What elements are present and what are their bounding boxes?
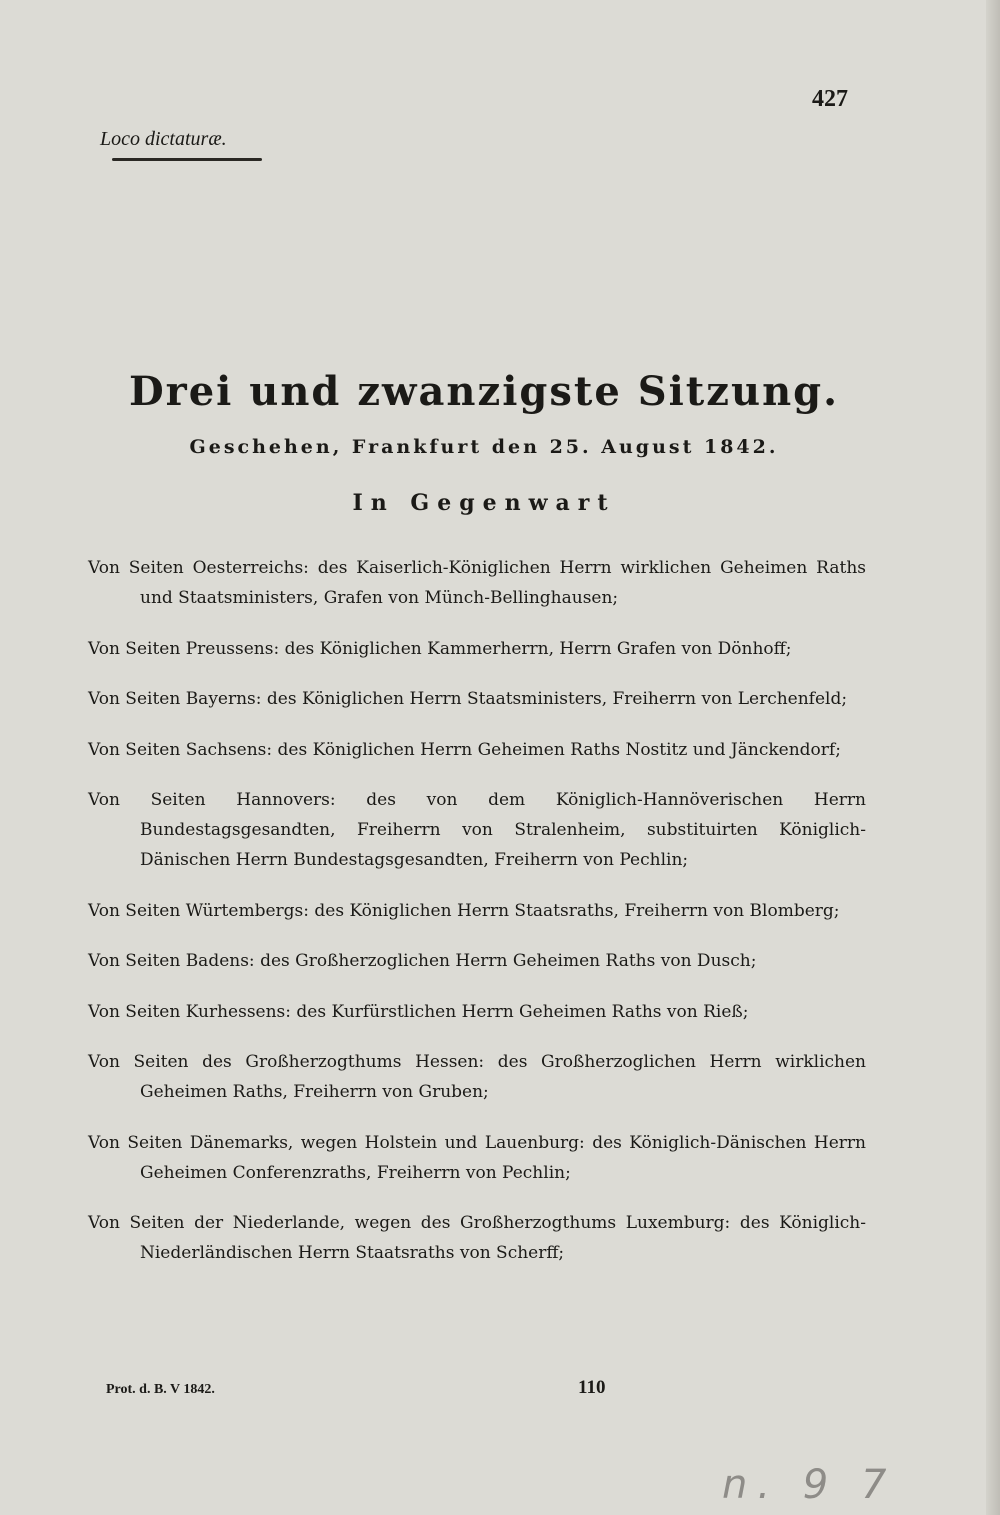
attendee-list [88, 553, 866, 1268]
footer-sheet-number: 110 [578, 1377, 606, 1398]
margin-note: Loco dictaturæ. [100, 128, 227, 150]
presence-heading: In Gegenwart [352, 490, 616, 516]
attendee-entry-hanover: Von Seiten Hannovers: des von dem Königlich-Hannöverischen Herrn Bundestagsgesandten, Freiherrn von Stralenheim, substituirten Königlich-Dänischen Herrn Bundestagsgesandten, Freiherrn von Pechlin; [88, 790, 866, 870]
attendee-entry-prussia: Von Seiten Preussens: des Königlichen Kammerherrn, Herrn Grafen von Dönhoff; [88, 638, 792, 659]
attendee-entry-austria: Von Seiten Oesterreichs: des Kaiserlich-Königlichen Herrn wirklichen Geheimen Raths und Staatsministers, Grafen von Münch-Bellinghausen; [88, 558, 866, 608]
attendee-entry-denmark: Von Seiten Dänemarks, wegen Holstein und Lauenburg: des Königlich-Dänischen Herrn Geheimen Conferenzraths, Freiherrn von Pechlin; [88, 1132, 866, 1183]
attendee-entry-netherlands: Von Seiten der Niederlande, wegen des Großherzogthums Luxemburg: des Königlich-Niederländischen Herrn Staatsraths von Scherff; [88, 1213, 866, 1263]
session-title: Drei und zwanzigste Sitzung. [128, 368, 840, 415]
footer-signature: Prot. d. B. V 1842. [106, 1382, 215, 1397]
attendee-entry-hesse: Von Seiten des Großherzogthums Hessen: des Großherzoglichen Herrn wirklichen Geheimen Raths, Freiherrn von Gruben; [88, 1052, 866, 1102]
attendee-entry-baden: Von Seiten Badens: des Großherzoglichen Herrn Geheimen Raths von Dusch; [88, 951, 757, 971]
margin-note-underline [112, 158, 262, 161]
attendee-entry-wuerttemberg: Von Seiten Würtembergs: des Königlichen Herrn Staatsraths, Freiherrn von Blomberg; [88, 900, 840, 921]
attendee-entry-saxony: Von Seiten Sachsens: des Königlichen Herrn Geheimen Raths Nostitz und Jänckendorf; [88, 739, 841, 760]
pencil-annotation: n. 9 7 [722, 1462, 897, 1508]
page-number: 427 [812, 86, 848, 112]
session-date-line: Geschehen, Frankfurt den 25. August 1842. [189, 436, 779, 458]
attendee-entry-bavaria: Von Seiten Bayerns: des Königlichen Herrn Staatsministers, Freiherrn von Lerchenfeld; [88, 689, 848, 709]
page-edge-shadow [986, 0, 1000, 1515]
attendee-entry-kurhessen: Von Seiten Kurhessens: des Kurfürstlichen Herrn Geheimen Raths von Rieß; [88, 1001, 749, 1022]
